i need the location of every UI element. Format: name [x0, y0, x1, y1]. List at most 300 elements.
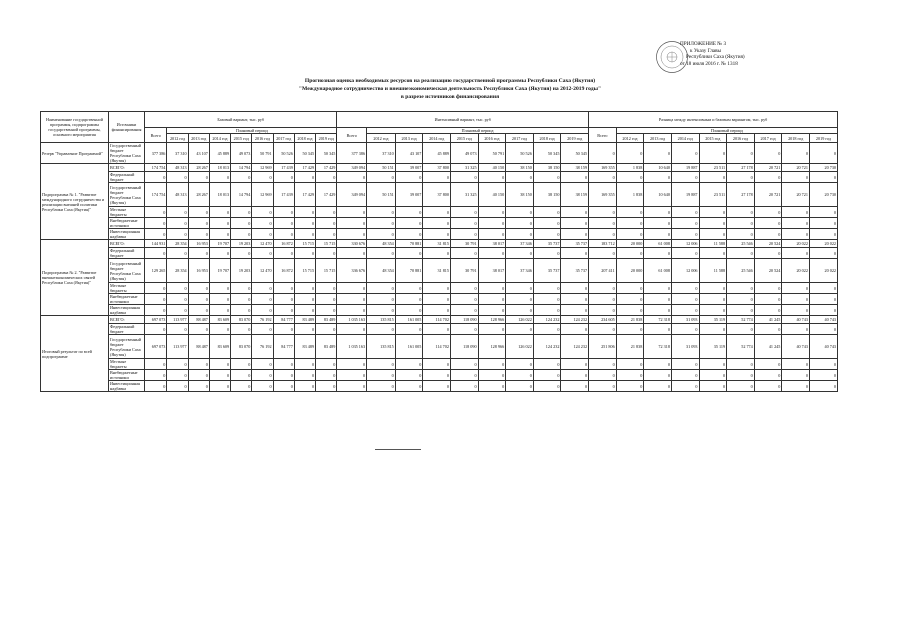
table-row [41, 218, 838, 229]
funding-source-cell: Местные бюджеты [108, 283, 144, 294]
value-cell: 161 005 [395, 316, 423, 324]
value-cell: 0 [316, 381, 337, 392]
value-cell: 17 439 [273, 183, 294, 207]
value-cell: 0 [809, 370, 837, 381]
value-cell: 0 [231, 218, 252, 229]
funding-source-cell: Государственный бюджет Республики Саха (Якутия) [108, 259, 144, 283]
planned-period-header: Плановый период [367, 128, 589, 134]
value-cell: 124 232 [533, 316, 561, 324]
value-cell: 11 588 [699, 240, 727, 248]
value-cell: 14 794 [231, 164, 252, 172]
value-cell: 0 [316, 248, 337, 259]
value-cell: 0 [145, 370, 167, 381]
value-cell: 0 [782, 229, 810, 240]
value-cell: 174 754 [145, 164, 167, 172]
value-cell: 0 [727, 359, 755, 370]
value-cell: 0 [231, 370, 252, 381]
value-cell: 38 150 [506, 164, 534, 172]
value-cell: 0 [231, 294, 252, 305]
value-cell: 169 355 [589, 183, 617, 207]
value-cell: 19 887 [671, 183, 699, 207]
value-cell: 19 707 [209, 240, 230, 248]
value-cell: 0 [188, 248, 209, 259]
appendix-line: Республики Саха (Якутия) [686, 54, 745, 61]
value-cell: 128 966 [478, 316, 506, 324]
value-cell: 118 090 [450, 335, 478, 359]
value-cell: 0 [561, 381, 589, 392]
funding-source-cell: ВСЕГО: [108, 240, 144, 248]
program-name-cell: Итоговый результат по всей подпрограмме [41, 316, 109, 392]
value-cell: 0 [209, 305, 230, 316]
value-cell: 0 [478, 370, 506, 381]
value-cell: 12 006 [671, 240, 699, 248]
value-cell: 0 [533, 218, 561, 229]
value-cell: 50 151 [367, 164, 396, 172]
value-cell: 50 345 [294, 143, 315, 164]
funding-source-cell: ВСЕГО: [108, 164, 144, 172]
value-cell: 61 008 [644, 240, 672, 248]
value-cell: 0 [209, 359, 230, 370]
value-cell: 0 [316, 305, 337, 316]
value-cell: 0 [209, 381, 230, 392]
value-cell: 0 [450, 218, 478, 229]
value-cell: 10 640 [644, 183, 672, 207]
value-cell: 135 815 [367, 316, 396, 324]
value-cell: 50 345 [316, 143, 337, 164]
value-cell: 0 [533, 305, 561, 316]
value-cell: 0 [294, 381, 315, 392]
value-cell: 0 [589, 143, 617, 164]
value-cell: 48 313 [167, 183, 188, 207]
value-cell: 0 [273, 294, 294, 305]
funding-table [40, 111, 838, 392]
value-cell: 0 [533, 283, 561, 294]
value-cell: 0 [252, 248, 273, 259]
value-cell: 0 [145, 381, 167, 392]
value-cell: 0 [616, 294, 644, 305]
value-cell: 0 [294, 207, 315, 218]
value-cell: 0 [367, 218, 396, 229]
value-cell: 45 889 [423, 143, 451, 164]
value-cell: 0 [209, 283, 230, 294]
value-cell: 0 [231, 229, 252, 240]
value-cell: 0 [294, 324, 315, 335]
value-cell: 0 [809, 229, 837, 240]
value-cell: 40 150 [478, 183, 506, 207]
value-cell: 40 743 [782, 335, 810, 359]
value-cell: 0 [616, 229, 644, 240]
value-cell: 0 [273, 218, 294, 229]
value-cell: 0 [727, 218, 755, 229]
value-cell: 129 265 [145, 259, 167, 283]
value-cell: 0 [423, 248, 451, 259]
value-cell: 0 [533, 381, 561, 392]
funding-source-cell: Внебюджетные источники [108, 294, 144, 305]
value-cell: 0 [589, 283, 617, 294]
value-cell: 0 [252, 283, 273, 294]
value-cell: 0 [644, 294, 672, 305]
value-cell: 114 702 [423, 316, 451, 324]
value-cell: 114 702 [423, 335, 451, 359]
value-cell: 0 [252, 324, 273, 335]
value-cell: 31 815 [423, 240, 451, 248]
value-cell: 50 791 [478, 143, 506, 164]
value-cell: 20 721 [754, 183, 782, 207]
value-cell: 0 [450, 359, 478, 370]
value-cell: 20 730 [809, 164, 837, 172]
value-cell: 0 [188, 283, 209, 294]
value-cell: 45 889 [209, 143, 230, 164]
table-row [41, 143, 838, 164]
value-cell: 0 [294, 229, 315, 240]
value-cell: 0 [337, 283, 367, 294]
table-row [41, 283, 838, 294]
col-header-year: 2013 год [395, 134, 423, 143]
value-cell: 49 073 [450, 143, 478, 164]
funding-source-cell: Местные бюджеты [108, 207, 144, 218]
value-cell: 144 931 [145, 240, 167, 248]
value-cell: 0 [782, 207, 810, 218]
value-cell: 0 [450, 248, 478, 259]
value-cell: 38 150 [533, 183, 561, 207]
value-cell: 0 [231, 324, 252, 335]
table-row [41, 324, 838, 335]
value-cell: 31 093 [671, 335, 699, 359]
col-header-year: 2017 год [754, 134, 782, 143]
value-cell: 28 267 [188, 183, 209, 207]
value-cell: 0 [809, 143, 837, 164]
col-header-year: 2019 год [809, 134, 837, 143]
value-cell: 161 005 [395, 335, 423, 359]
value-cell: 0 [423, 359, 451, 370]
value-cell: 0 [231, 305, 252, 316]
value-cell: 0 [754, 218, 782, 229]
value-cell: 330 676 [337, 240, 367, 248]
value-cell: 0 [644, 283, 672, 294]
value-cell: 0 [145, 305, 167, 316]
value-cell: 0 [145, 294, 167, 305]
value-cell: 83 489 [294, 316, 315, 324]
value-cell: 17 439 [273, 164, 294, 172]
value-cell: 0 [294, 294, 315, 305]
value-cell: 40 743 [782, 316, 810, 324]
value-cell: 83 070 [231, 316, 252, 324]
value-cell: 126 022 [506, 316, 534, 324]
value-cell: 0 [616, 359, 644, 370]
funding-source-cell: Внебюджетные источники [108, 370, 144, 381]
value-cell: 0 [316, 370, 337, 381]
value-cell: 0 [809, 172, 837, 183]
program-name-cell: Подпрограмма № 1. "Развитие международного сотрудничества и реализации внешней политики Республики Саха (Якутия)" [41, 164, 109, 240]
value-cell: 0 [423, 218, 451, 229]
value-cell: 174 754 [145, 183, 167, 207]
value-cell: 25 546 [727, 240, 755, 248]
value-cell: 0 [252, 359, 273, 370]
value-cell: 0 [671, 143, 699, 164]
value-cell: 0 [699, 218, 727, 229]
value-cell: 0 [616, 305, 644, 316]
value-cell: 31 093 [671, 316, 699, 324]
value-cell: 37 800 [423, 164, 451, 172]
value-cell: 17 429 [294, 164, 315, 172]
value-cell: 0 [167, 229, 188, 240]
value-cell: 0 [145, 218, 167, 229]
value-cell: 124 232 [561, 316, 589, 324]
value-cell: 169 355 [589, 164, 617, 172]
value-cell: 0 [395, 218, 423, 229]
value-cell: 0 [367, 370, 396, 381]
group-header-base: Базовый вариант, тыс. руб [145, 112, 337, 128]
value-cell: 0 [167, 324, 188, 335]
value-cell: 0 [188, 294, 209, 305]
value-cell: 20 524 [754, 240, 782, 248]
value-cell: 15 715 [316, 240, 337, 248]
value-cell: 0 [209, 207, 230, 218]
value-cell: 0 [367, 283, 396, 294]
value-cell: 37 346 [506, 240, 534, 248]
col-header-year: 2018 год [782, 134, 810, 143]
value-cell: 19 707 [209, 259, 230, 283]
value-cell: 35 737 [533, 240, 561, 248]
title-line: "Международное сотрудничество и внешнеэкономическая деятельность Республики Саха (Якутия) на 2012-2019 годы" [298, 86, 602, 92]
value-cell: 251 806 [589, 335, 617, 359]
value-cell: 41 245 [754, 316, 782, 324]
value-cell: 35 119 [699, 316, 727, 324]
value-cell: 20 721 [754, 164, 782, 172]
value-cell: 0 [644, 370, 672, 381]
col-header-year: 2019 год [561, 134, 589, 143]
col-header-year: 2012 год [167, 134, 188, 143]
value-cell: 16 872 [273, 240, 294, 248]
value-cell: 48 313 [167, 164, 188, 172]
value-cell: 30 791 [450, 259, 478, 283]
value-cell: 0 [644, 207, 672, 218]
value-cell: 0 [252, 207, 273, 218]
value-cell: 40 743 [809, 316, 837, 324]
value-cell: 1 838 [616, 183, 644, 207]
value-cell: 0 [231, 381, 252, 392]
value-cell: 0 [671, 172, 699, 183]
value-cell: 0 [809, 248, 837, 259]
value-cell: 76 192 [252, 316, 273, 324]
value-cell: 0 [209, 248, 230, 259]
value-cell: 0 [699, 381, 727, 392]
value-cell: 0 [644, 229, 672, 240]
table-row [41, 172, 838, 183]
value-cell: 0 [273, 359, 294, 370]
value-cell: 0 [727, 172, 755, 183]
value-cell: 12 969 [252, 183, 273, 207]
value-cell: 0 [337, 359, 367, 370]
value-cell: 697 073 [145, 316, 167, 324]
value-cell: 0 [506, 324, 534, 335]
value-cell: 48 354 [367, 259, 396, 283]
value-cell: 38 017 [478, 259, 506, 283]
value-cell: 37 346 [506, 259, 534, 283]
value-cell: 0 [145, 324, 167, 335]
value-cell: 0 [644, 381, 672, 392]
value-cell: 0 [754, 381, 782, 392]
value-cell: 18 013 [209, 183, 230, 207]
value-cell: 0 [145, 283, 167, 294]
value-cell: 0 [395, 283, 423, 294]
funding-source-cell: Местные бюджеты [108, 359, 144, 370]
value-cell: 43 107 [188, 143, 209, 164]
value-cell: 0 [252, 229, 273, 240]
value-cell: 0 [809, 359, 837, 370]
value-cell: 0 [167, 207, 188, 218]
value-cell: 20 022 [782, 259, 810, 283]
value-cell: 0 [533, 294, 561, 305]
value-cell: 0 [671, 229, 699, 240]
value-cell: 61 008 [644, 259, 672, 283]
value-cell: 0 [727, 294, 755, 305]
value-cell: 0 [395, 381, 423, 392]
value-cell: 17 429 [316, 183, 337, 207]
value-cell: 0 [478, 248, 506, 259]
value-cell: 0 [561, 229, 589, 240]
planned-period-header: Плановый период [616, 128, 837, 134]
value-cell: 0 [506, 248, 534, 259]
value-cell: 15 715 [316, 259, 337, 283]
value-cell: 0 [450, 305, 478, 316]
value-cell: 0 [589, 370, 617, 381]
funding-source-cell: Федеральный бюджет [108, 324, 144, 335]
col-header-year: 2012 год [616, 134, 644, 143]
col-header-total: Всего [589, 128, 617, 143]
col-header-year: 2016 год [252, 134, 273, 143]
value-cell: 0 [188, 370, 209, 381]
value-cell: 84 777 [273, 316, 294, 324]
value-cell: 0 [273, 370, 294, 381]
table-row [41, 381, 838, 392]
value-cell: 0 [644, 359, 672, 370]
value-cell: 0 [294, 172, 315, 183]
value-cell: 0 [167, 283, 188, 294]
col-header-year: 2016 год [478, 134, 506, 143]
value-cell: 0 [478, 283, 506, 294]
value-cell: 0 [423, 207, 451, 218]
value-cell: 0 [367, 229, 396, 240]
value-cell: 0 [273, 172, 294, 183]
value-cell: 0 [809, 305, 837, 316]
value-cell: 113 977 [167, 316, 188, 324]
value-cell: 0 [727, 283, 755, 294]
value-cell: 0 [209, 324, 230, 335]
value-cell: 349 094 [337, 164, 367, 172]
value-cell: 0 [589, 218, 617, 229]
value-cell: 0 [450, 229, 478, 240]
value-cell: 0 [754, 143, 782, 164]
value-cell: 0 [316, 229, 337, 240]
value-cell: 88 487 [188, 335, 209, 359]
value-cell: 0 [699, 370, 727, 381]
value-cell: 0 [273, 381, 294, 392]
col-header-name: Наименование государственной программы, подпрограммы государственной программы, основного мероприятия [41, 112, 109, 143]
value-cell: 0 [273, 283, 294, 294]
value-cell: 0 [423, 324, 451, 335]
value-cell: 0 [561, 359, 589, 370]
value-cell: 50 345 [561, 143, 589, 164]
title-line: Прогнозная оценка необходимых ресурсов на реализацию государственной программы Республики Саха (Якутия) [304, 78, 596, 84]
col-header-year: 2017 год [506, 134, 534, 143]
value-cell: 21 838 [616, 335, 644, 359]
table-row [41, 359, 838, 370]
value-cell: 50 526 [506, 143, 534, 164]
value-cell: 0 [809, 207, 837, 218]
appendix-line: к Указу Главы [690, 47, 722, 54]
col-header-year: 2017 год [273, 134, 294, 143]
table-row [41, 229, 838, 240]
table-row [41, 305, 838, 316]
value-cell: 0 [273, 324, 294, 335]
value-cell: 10 640 [644, 164, 672, 172]
value-cell: 37 800 [423, 183, 451, 207]
value-cell: 37 310 [367, 143, 396, 164]
value-cell: 0 [727, 229, 755, 240]
value-cell: 0 [699, 294, 727, 305]
value-cell: 1 035 163 [337, 316, 367, 324]
value-cell: 0 [252, 381, 273, 392]
value-cell: 0 [754, 370, 782, 381]
value-cell: 0 [367, 248, 396, 259]
value-cell: 0 [423, 305, 451, 316]
value-cell: 83 489 [316, 316, 337, 324]
value-cell: 0 [316, 218, 337, 229]
value-cell: 377 386 [145, 143, 167, 164]
value-cell: 0 [450, 172, 478, 183]
value-cell: 0 [506, 381, 534, 392]
value-cell: 0 [252, 370, 273, 381]
value-cell: 135 815 [367, 335, 396, 359]
value-cell: 0 [561, 172, 589, 183]
value-cell: 27 178 [727, 183, 755, 207]
table-row [41, 183, 838, 207]
value-cell: 0 [337, 305, 367, 316]
value-cell: 0 [533, 229, 561, 240]
value-cell: 0 [589, 248, 617, 259]
value-cell: 0 [423, 172, 451, 183]
value-cell: 16 872 [273, 259, 294, 283]
col-header-year: 2014 год [423, 134, 451, 143]
value-cell: 0 [337, 229, 367, 240]
value-cell: 48 354 [367, 240, 396, 248]
appendix-note [680, 41, 800, 67]
value-cell: 0 [671, 370, 699, 381]
value-cell: 0 [209, 229, 230, 240]
value-cell: 38 150 [506, 183, 534, 207]
value-cell: 83 489 [316, 335, 337, 359]
value-cell: 0 [506, 359, 534, 370]
value-cell: 0 [337, 324, 367, 335]
value-cell: 0 [782, 248, 810, 259]
value-cell: 52 774 [727, 335, 755, 359]
value-cell: 0 [699, 143, 727, 164]
value-cell: 0 [188, 172, 209, 183]
value-cell: 349 094 [337, 183, 367, 207]
value-cell: 0 [273, 207, 294, 218]
value-cell: 0 [644, 143, 672, 164]
value-cell: 20 000 [616, 240, 644, 248]
value-cell: 0 [699, 324, 727, 335]
value-cell: 83 070 [231, 335, 252, 359]
value-cell: 0 [273, 229, 294, 240]
value-cell: 0 [644, 248, 672, 259]
value-cell: 0 [699, 283, 727, 294]
funding-source-cell: Инвестиционная надбавка [108, 381, 144, 392]
value-cell: 0 [782, 305, 810, 316]
value-cell: 39 007 [395, 183, 423, 207]
